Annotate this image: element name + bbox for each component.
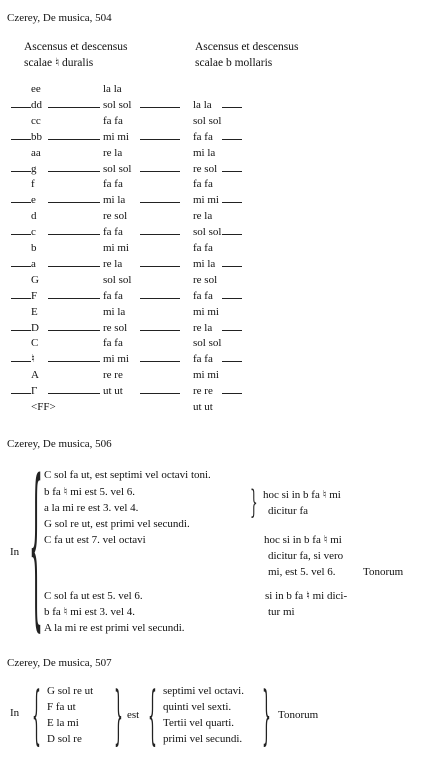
scale-key: Γ (31, 385, 38, 397)
line-506-5: C fa ut est 7. vel octavi (44, 534, 146, 546)
right-brace-506: } (250, 482, 258, 522)
durum-syllables: mi la (103, 194, 126, 206)
staff-line (140, 234, 180, 235)
staff-line (140, 107, 180, 108)
durum-syllables: fa fa (103, 337, 123, 349)
staff-line (222, 107, 242, 108)
durum-syllables: re re (103, 369, 123, 381)
staff-line (222, 171, 242, 172)
left-brace-506: { (29, 446, 43, 650)
scale-key: <FF> (31, 401, 56, 413)
staff-line (11, 298, 31, 299)
staff-line (222, 330, 242, 331)
scale-key: C (31, 337, 39, 349)
mollis-syllables: mi la (193, 258, 216, 270)
left-507-1: G sol re ut (47, 685, 94, 697)
left-507-2: F fa ut (47, 701, 76, 713)
in-label-507: In (10, 707, 20, 719)
scale-key: a (31, 258, 36, 270)
staff-line (11, 361, 31, 362)
est-label-507: est (127, 709, 140, 721)
left-brace-507-a: { (32, 675, 41, 753)
scale-key: cc (31, 115, 41, 127)
mollis-syllables: re sol (193, 274, 218, 286)
mollis-syllables: mi la (193, 147, 216, 159)
mollis-syllables: re re (193, 385, 213, 397)
col1-heading-1: Ascensus et descensus (24, 41, 128, 53)
source-506: Czerey, De musica, 506 (7, 438, 112, 450)
staff-line (222, 266, 242, 267)
mollis-syllables: mi mi (193, 306, 219, 318)
tonorum-507: Tonorum (278, 709, 319, 721)
durum-syllables: mi mi (103, 131, 129, 143)
staff-line (11, 202, 31, 203)
staff-line (140, 393, 180, 394)
staff-line (222, 202, 242, 203)
mollis-syllables: fa fa (193, 290, 213, 302)
durum-syllables: fa fa (103, 226, 123, 238)
scale-key: c (31, 226, 36, 238)
durum-syllables: re la (103, 258, 123, 270)
scale-key: f (31, 178, 35, 190)
staff-line (222, 393, 242, 394)
staff-line (140, 171, 180, 172)
staff-line (140, 139, 180, 140)
scale-key: ee (31, 83, 41, 95)
mollis-syllables: re la (193, 322, 213, 334)
left-507-4: D sol re (47, 733, 82, 745)
right-brace-507-b: } (262, 675, 271, 753)
durum-syllables: fa fa (103, 115, 123, 127)
note2-line1: hoc si in b fa ♮ mi (264, 534, 342, 546)
mollis-syllables: ut ut (193, 401, 213, 413)
line-506-3: a la mi re est 3. vel 4. (44, 502, 139, 514)
staff-line (222, 234, 242, 235)
source-504: Czerey, De musica, 504 (7, 12, 112, 24)
staff-line (48, 234, 100, 235)
in-label-506: In (10, 546, 20, 558)
col1-heading-2: scalae ♮ duralis (24, 57, 94, 69)
source-507: Czerey, De musica, 507 (7, 657, 112, 669)
staff-line (48, 107, 100, 108)
staff-line (222, 298, 242, 299)
mollis-syllables: mi mi (193, 194, 219, 206)
staff-line (140, 330, 180, 331)
durum-syllables: re sol (103, 210, 128, 222)
mollis-syllables: sol sol (193, 115, 222, 127)
note2-line2: dicitur fa, si vero (268, 550, 344, 562)
left-brace-507-b: { (148, 675, 157, 753)
staff-line (11, 107, 31, 108)
durum-syllables: sol sol (103, 163, 132, 175)
line-506-7: b fa ♮ mi est 3. vel 4. (44, 606, 135, 618)
durum-syllables: sol sol (103, 274, 132, 286)
staff-line (48, 202, 100, 203)
staff-line (48, 139, 100, 140)
right-brace-507-a: } (114, 675, 123, 753)
scale-key: b (31, 242, 37, 254)
line-506-8: A la mi re est primi vel secundi. (44, 622, 185, 634)
line-506-6: C sol fa ut est 5. vel 6. (44, 590, 143, 602)
left-507-3: E la mi (47, 717, 79, 729)
line-506-4: G sol re ut, est primi vel secundi. (44, 518, 190, 530)
staff-line (11, 393, 31, 394)
staff-line (11, 171, 31, 172)
note1-line2: dicitur fa (268, 505, 309, 517)
durum-syllables: fa fa (103, 178, 123, 190)
staff-line (140, 266, 180, 267)
scale-key: ♮ (31, 353, 35, 365)
scale-key: G (31, 274, 39, 286)
staff-line (48, 361, 100, 362)
scale-key: e (31, 194, 36, 206)
mollis-syllables: sol sol (193, 226, 222, 238)
mollis-syllables: fa fa (193, 178, 213, 190)
staff-line (48, 298, 100, 299)
note1-line1: hoc si in b fa ♮ mi (263, 489, 341, 501)
scale-key: g (31, 163, 37, 175)
col2-heading-1: Ascensus et descensus (195, 41, 299, 53)
staff-line (48, 330, 100, 331)
durum-syllables: ut ut (103, 385, 123, 397)
scale-key: d (31, 210, 37, 222)
tonorum-506: Tonorum (363, 566, 404, 578)
staff-line (222, 139, 242, 140)
durum-syllables: re la (103, 147, 123, 159)
scale-key: aa (31, 147, 41, 159)
scale-key: A (31, 369, 39, 381)
staff-line (140, 361, 180, 362)
durum-syllables: sol sol (103, 99, 132, 111)
staff-line (222, 361, 242, 362)
mollis-syllables: la la (193, 99, 212, 111)
right-507-2: quinti vel sexti. (163, 701, 232, 713)
mollis-syllables: re la (193, 210, 213, 222)
scale-key: E (31, 306, 38, 318)
durum-syllables: re sol (103, 322, 128, 334)
mollis-syllables: re sol (193, 163, 218, 175)
staff-line (140, 202, 180, 203)
right-507-1: septimi vel octavi. (163, 685, 244, 697)
note2-line3: mi, est 5. vel 6. (268, 566, 336, 578)
scale-key: dd (31, 99, 42, 111)
durum-syllables: mi mi (103, 353, 129, 365)
right-507-3: Tertii vel quarti. (163, 717, 235, 729)
staff-line (11, 234, 31, 235)
note3-line2: tur mi (268, 606, 295, 618)
durum-syllables: fa fa (103, 290, 123, 302)
mollis-syllables: fa fa (193, 353, 213, 365)
note3-line1: si in b fa ♮ mi dici- (265, 590, 348, 602)
staff-line (48, 266, 100, 267)
durum-syllables: mi mi (103, 242, 129, 254)
line-506-1: C sol fa ut, est septimi vel octavi toni. (44, 469, 211, 481)
staff-line (11, 330, 31, 331)
staff-line (48, 393, 100, 394)
mollis-syllables: fa fa (193, 131, 213, 143)
mollis-syllables: fa fa (193, 242, 213, 254)
col2-heading-2: scalae b mollaris (195, 57, 273, 69)
mollis-syllables: sol sol (193, 337, 222, 349)
staff-line (11, 139, 31, 140)
scale-key: bb (31, 131, 42, 143)
staff-line (48, 171, 100, 172)
durum-syllables: mi la (103, 306, 126, 318)
durum-syllables: la la (103, 83, 122, 95)
scale-key: F (31, 290, 38, 302)
right-507-4: primi vel secundi. (163, 733, 243, 745)
scale-key: D (31, 322, 39, 334)
mollis-syllables: mi mi (193, 369, 219, 381)
line-506-2: b fa ♮ mi est 5. vel 6. (44, 486, 135, 498)
staff-line (11, 266, 31, 267)
staff-line (140, 298, 180, 299)
